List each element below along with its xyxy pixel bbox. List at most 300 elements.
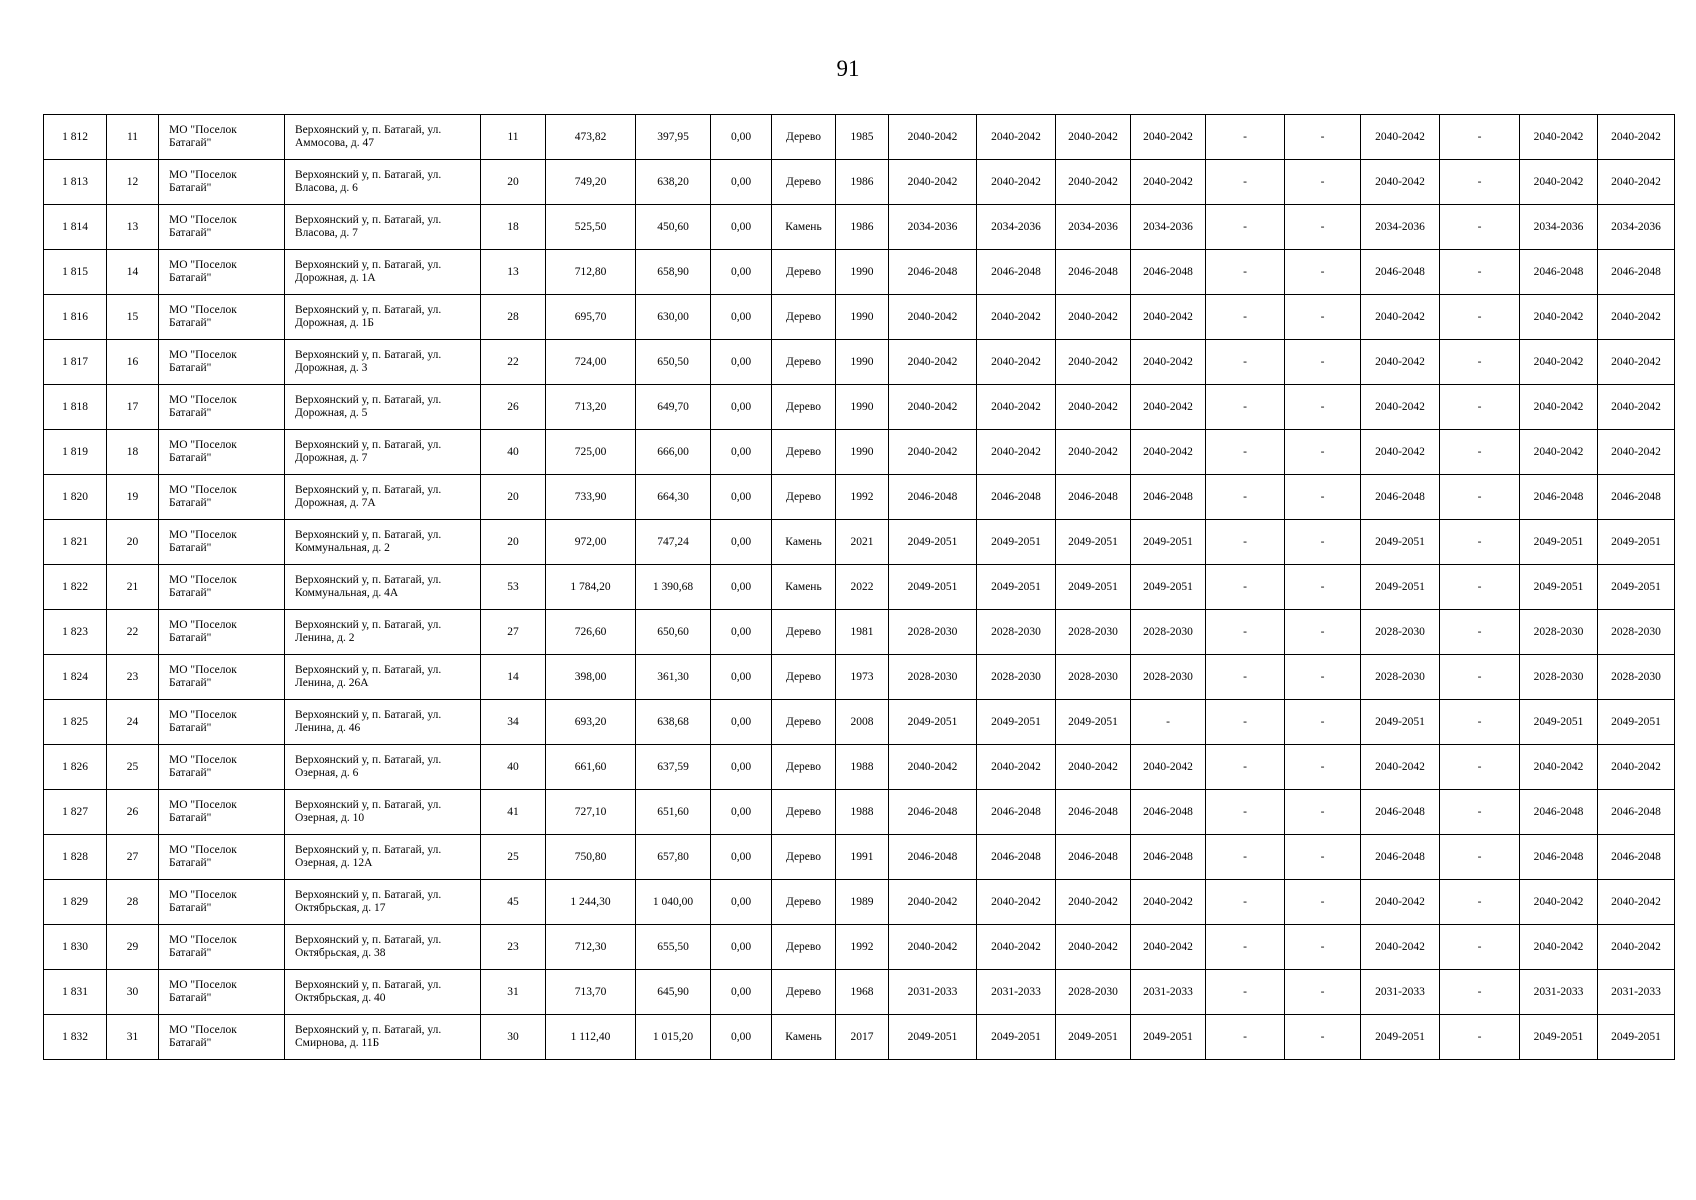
cell-address: Верхоянский у, п. Батагай, ул. Октябрьская, д. 17 [285,880,481,925]
cell-period-4: 2049-2051 [1131,1015,1206,1060]
cell-period-9: 2049-2051 [1520,700,1598,745]
cell-period-3: 2040-2042 [1056,385,1131,430]
cell-period-3: 2049-2051 [1056,565,1131,610]
table-row [44,295,1675,340]
cell-address: Верхоянский у, п. Батагай, ул. Октябрьская, д. 38 [285,925,481,970]
cell-period-6: - [1285,970,1361,1015]
cell-nonresidential-area: 0,00 [711,250,772,295]
cell-nonresidential-area: 0,00 [711,385,772,430]
cell-nonresidential-area: 0,00 [711,655,772,700]
cell-period-9: 2040-2042 [1520,745,1598,790]
cell-residents: 20 [481,520,546,565]
cell-total-area: 473,82 [546,115,636,160]
cell-period-8: - [1440,790,1520,835]
cell-address: Верхоянский у, п. Батагай, ул. Коммунальная, д. 2 [285,520,481,565]
cell-row-number: 1 812 [44,115,107,160]
cell-total-area: 724,00 [546,340,636,385]
cell-period-5: - [1206,835,1285,880]
cell-period-8: - [1440,115,1520,160]
cell-period-1: 2049-2051 [889,565,977,610]
cell-period-10: 2040-2042 [1598,925,1675,970]
cell-period-9: 2046-2048 [1520,790,1598,835]
cell-wall-material: Дерево [772,340,836,385]
cell-period-10: 2040-2042 [1598,745,1675,790]
cell-period-5: - [1206,610,1285,655]
cell-period-1: 2049-2051 [889,520,977,565]
cell-item-number: 17 [107,385,159,430]
table-row [44,115,1675,160]
cell-period-2: 2049-2051 [977,520,1056,565]
cell-row-number: 1 818 [44,385,107,430]
cell-period-7: 2049-2051 [1361,1015,1440,1060]
cell-period-4: 2046-2048 [1131,790,1206,835]
cell-period-6: - [1285,790,1361,835]
cell-wall-material: Дерево [772,835,836,880]
cell-period-3: 2049-2051 [1056,700,1131,745]
cell-total-area: 727,10 [546,790,636,835]
cell-period-7: 2046-2048 [1361,790,1440,835]
cell-period-8: - [1440,880,1520,925]
table-row [44,430,1675,475]
cell-period-6: - [1285,115,1361,160]
cell-period-4: 2028-2030 [1131,655,1206,700]
cell-living-area: 645,90 [636,970,711,1015]
cell-period-4: 2040-2042 [1131,340,1206,385]
cell-period-2: 2046-2048 [977,790,1056,835]
cell-period-10: 2040-2042 [1598,385,1675,430]
cell-period-6: - [1285,160,1361,205]
cell-municipality: МО "Поселок Батагай" [159,565,285,610]
cell-period-9: 2028-2030 [1520,655,1598,700]
cell-period-4: 2040-2042 [1131,115,1206,160]
cell-item-number: 18 [107,430,159,475]
cell-period-3: 2028-2030 [1056,655,1131,700]
cell-period-4: 2040-2042 [1131,160,1206,205]
cell-address: Верхоянский у, п. Батагай, ул. Озерная, д. 12А [285,835,481,880]
table-row [44,1015,1675,1060]
cell-period-9: 2034-2036 [1520,205,1598,250]
cell-address: Верхоянский у, п. Батагай, ул. Смирнова, д. 11Б [285,1015,481,1060]
cell-total-area: 525,50 [546,205,636,250]
cell-address: Верхоянский у, п. Батагай, ул. Ленина, д. 46 [285,700,481,745]
cell-period-6: - [1285,880,1361,925]
cell-period-6: - [1285,340,1361,385]
table-row [44,790,1675,835]
table-row [44,835,1675,880]
cell-municipality: МО "Поселок Батагай" [159,835,285,880]
cell-wall-material: Дерево [772,160,836,205]
cell-period-2: 2040-2042 [977,340,1056,385]
cell-period-6: - [1285,835,1361,880]
cell-period-5: - [1206,160,1285,205]
cell-row-number: 1 826 [44,745,107,790]
cell-period-3: 2046-2048 [1056,475,1131,520]
cell-wall-material: Дерево [772,610,836,655]
cell-residents: 18 [481,205,546,250]
cell-period-3: 2040-2042 [1056,340,1131,385]
cell-municipality: МО "Поселок Батагай" [159,340,285,385]
cell-municipality: МО "Поселок Батагай" [159,115,285,160]
cell-living-area: 658,90 [636,250,711,295]
cell-period-2: 2028-2030 [977,610,1056,655]
cell-period-3: 2040-2042 [1056,880,1131,925]
cell-period-2: 2040-2042 [977,115,1056,160]
cell-nonresidential-area: 0,00 [711,205,772,250]
cell-period-4: 2040-2042 [1131,745,1206,790]
cell-residents: 13 [481,250,546,295]
cell-period-3: 2040-2042 [1056,295,1131,340]
cell-period-10: 2031-2033 [1598,970,1675,1015]
cell-build-year: 2008 [836,700,889,745]
cell-period-6: - [1285,475,1361,520]
cell-wall-material: Дерево [772,295,836,340]
cell-build-year: 1986 [836,205,889,250]
table-row [44,745,1675,790]
cell-period-5: - [1206,655,1285,700]
cell-build-year: 1985 [836,115,889,160]
cell-build-year: 1988 [836,745,889,790]
cell-period-7: 2049-2051 [1361,565,1440,610]
cell-wall-material: Дерево [772,250,836,295]
cell-residents: 34 [481,700,546,745]
cell-nonresidential-area: 0,00 [711,1015,772,1060]
cell-period-9: 2040-2042 [1520,340,1598,385]
cell-row-number: 1 823 [44,610,107,655]
cell-period-10: 2028-2030 [1598,610,1675,655]
cell-municipality: МО "Поселок Батагай" [159,430,285,475]
cell-total-area: 661,60 [546,745,636,790]
cell-build-year: 1973 [836,655,889,700]
cell-total-area: 695,70 [546,295,636,340]
cell-build-year: 2021 [836,520,889,565]
cell-period-2: 2040-2042 [977,925,1056,970]
cell-period-4: 2028-2030 [1131,610,1206,655]
cell-item-number: 24 [107,700,159,745]
cell-build-year: 1990 [836,250,889,295]
cell-period-1: 2040-2042 [889,925,977,970]
cell-wall-material: Дерево [772,745,836,790]
cell-period-1: 2046-2048 [889,835,977,880]
table-row [44,475,1675,520]
cell-residents: 22 [481,340,546,385]
cell-period-10: 2046-2048 [1598,790,1675,835]
cell-item-number: 26 [107,790,159,835]
cell-period-8: - [1440,700,1520,745]
cell-period-7: 2046-2048 [1361,835,1440,880]
cell-period-5: - [1206,385,1285,430]
cell-period-6: - [1285,700,1361,745]
cell-period-3: 2046-2048 [1056,835,1131,880]
cell-period-10: 2040-2042 [1598,160,1675,205]
cell-period-9: 2040-2042 [1520,160,1598,205]
cell-living-area: 397,95 [636,115,711,160]
cell-municipality: МО "Поселок Батагай" [159,520,285,565]
cell-municipality: МО "Поселок Батагай" [159,205,285,250]
cell-period-4: 2046-2048 [1131,835,1206,880]
cell-total-area: 972,00 [546,520,636,565]
cell-row-number: 1 822 [44,565,107,610]
cell-period-4: 2034-2036 [1131,205,1206,250]
cell-wall-material: Дерево [772,115,836,160]
cell-build-year: 1990 [836,295,889,340]
cell-living-area: 630,00 [636,295,711,340]
cell-wall-material: Дерево [772,475,836,520]
cell-living-area: 650,50 [636,340,711,385]
cell-living-area: 638,68 [636,700,711,745]
cell-municipality: МО "Поселок Батагай" [159,970,285,1015]
cell-wall-material: Камень [772,205,836,250]
cell-item-number: 14 [107,250,159,295]
cell-period-3: 2034-2036 [1056,205,1131,250]
cell-living-area: 651,60 [636,790,711,835]
cell-period-9: 2040-2042 [1520,295,1598,340]
cell-period-1: 2049-2051 [889,1015,977,1060]
cell-total-area: 713,20 [546,385,636,430]
cell-item-number: 30 [107,970,159,1015]
cell-period-3: 2049-2051 [1056,1015,1131,1060]
cell-build-year: 1990 [836,430,889,475]
cell-total-area: 1 112,40 [546,1015,636,1060]
cell-period-7: 2040-2042 [1361,925,1440,970]
cell-period-9: 2028-2030 [1520,610,1598,655]
cell-nonresidential-area: 0,00 [711,880,772,925]
cell-row-number: 1 832 [44,1015,107,1060]
cell-period-10: 2046-2048 [1598,250,1675,295]
cell-period-2: 2040-2042 [977,880,1056,925]
cell-period-5: - [1206,115,1285,160]
cell-period-6: - [1285,610,1361,655]
cell-period-1: 2049-2051 [889,700,977,745]
cell-period-8: - [1440,385,1520,430]
cell-living-area: 747,24 [636,520,711,565]
cell-row-number: 1 828 [44,835,107,880]
table-row [44,610,1675,655]
cell-wall-material: Камень [772,520,836,565]
cell-period-3: 2040-2042 [1056,925,1131,970]
cell-period-3: 2040-2042 [1056,160,1131,205]
cell-nonresidential-area: 0,00 [711,970,772,1015]
cell-residents: 41 [481,790,546,835]
cell-period-2: 2031-2033 [977,970,1056,1015]
cell-row-number: 1 813 [44,160,107,205]
cell-wall-material: Дерево [772,790,836,835]
cell-total-area: 712,80 [546,250,636,295]
cell-period-6: - [1285,925,1361,970]
cell-nonresidential-area: 0,00 [711,520,772,565]
cell-residents: 40 [481,430,546,475]
cell-residents: 11 [481,115,546,160]
cell-address: Верхоянский у, п. Батагай, ул. Дорожная, д. 1А [285,250,481,295]
cell-living-area: 1 390,68 [636,565,711,610]
cell-period-4: 2046-2048 [1131,475,1206,520]
cell-item-number: 20 [107,520,159,565]
cell-period-5: - [1206,430,1285,475]
cell-period-10: 2040-2042 [1598,880,1675,925]
cell-period-1: 2034-2036 [889,205,977,250]
table-row [44,520,1675,565]
cell-municipality: МО "Поселок Батагай" [159,160,285,205]
cell-period-10: 2049-2051 [1598,700,1675,745]
cell-row-number: 1 824 [44,655,107,700]
cell-total-area: 712,30 [546,925,636,970]
cell-period-5: - [1206,1015,1285,1060]
cell-municipality: МО "Поселок Батагай" [159,250,285,295]
cell-period-10: 2040-2042 [1598,295,1675,340]
cell-wall-material: Дерево [772,925,836,970]
cell-item-number: 13 [107,205,159,250]
cell-period-2: 2046-2048 [977,475,1056,520]
cell-build-year: 1992 [836,475,889,520]
cell-address: Верхоянский у, п. Батагай, ул. Дорожная, д. 7А [285,475,481,520]
cell-residents: 25 [481,835,546,880]
cell-period-6: - [1285,250,1361,295]
cell-period-9: 2049-2051 [1520,520,1598,565]
cell-living-area: 649,70 [636,385,711,430]
cell-period-4: - [1131,700,1206,745]
table-row [44,880,1675,925]
cell-build-year: 1990 [836,385,889,430]
cell-period-5: - [1206,565,1285,610]
cell-nonresidential-area: 0,00 [711,835,772,880]
cell-item-number: 29 [107,925,159,970]
cell-period-3: 2040-2042 [1056,430,1131,475]
cell-living-area: 650,60 [636,610,711,655]
cell-total-area: 398,00 [546,655,636,700]
cell-period-6: - [1285,385,1361,430]
cell-nonresidential-area: 0,00 [711,790,772,835]
cell-address: Верхоянский у, п. Батагай, ул. Власова, д. 6 [285,160,481,205]
cell-row-number: 1 815 [44,250,107,295]
cell-period-5: - [1206,205,1285,250]
cell-period-1: 2040-2042 [889,115,977,160]
cell-address: Верхоянский у, п. Батагай, ул. Озерная, д. 10 [285,790,481,835]
cell-period-2: 2040-2042 [977,160,1056,205]
cell-period-8: - [1440,970,1520,1015]
cell-period-1: 2046-2048 [889,790,977,835]
cell-living-area: 637,59 [636,745,711,790]
cell-residents: 20 [481,160,546,205]
cell-address: Верхоянский у, п. Батагай, ул. Дорожная, д. 3 [285,340,481,385]
cell-period-1: 2040-2042 [889,160,977,205]
cell-total-area: 725,00 [546,430,636,475]
cell-period-5: - [1206,340,1285,385]
cell-address: Верхоянский у, п. Батагай, ул. Дорожная, д. 7 [285,430,481,475]
cell-build-year: 1981 [836,610,889,655]
cell-period-2: 2049-2051 [977,1015,1056,1060]
cell-period-9: 2046-2048 [1520,835,1598,880]
cell-living-area: 1 015,20 [636,1015,711,1060]
table-row [44,160,1675,205]
cell-item-number: 16 [107,340,159,385]
cell-municipality: МО "Поселок Батагай" [159,1015,285,1060]
cell-wall-material: Дерево [772,430,836,475]
cell-row-number: 1 829 [44,880,107,925]
cell-total-area: 750,80 [546,835,636,880]
cell-living-area: 666,00 [636,430,711,475]
cell-nonresidential-area: 0,00 [711,745,772,790]
cell-period-8: - [1440,250,1520,295]
cell-period-6: - [1285,205,1361,250]
cell-period-4: 2040-2042 [1131,295,1206,340]
cell-period-7: 2031-2033 [1361,970,1440,1015]
cell-period-9: 2046-2048 [1520,475,1598,520]
cell-period-9: 2040-2042 [1520,430,1598,475]
cell-wall-material: Камень [772,1015,836,1060]
cell-period-1: 2046-2048 [889,250,977,295]
cell-period-7: 2040-2042 [1361,340,1440,385]
cell-residents: 31 [481,970,546,1015]
cell-total-area: 1 244,30 [546,880,636,925]
cell-period-10: 2049-2051 [1598,520,1675,565]
cell-period-10: 2049-2051 [1598,565,1675,610]
cell-period-10: 2046-2048 [1598,475,1675,520]
cell-wall-material: Дерево [772,970,836,1015]
cell-period-1: 2040-2042 [889,880,977,925]
cell-nonresidential-area: 0,00 [711,160,772,205]
cell-living-area: 664,30 [636,475,711,520]
cell-nonresidential-area: 0,00 [711,610,772,655]
table-row [44,250,1675,295]
cell-period-4: 2049-2051 [1131,520,1206,565]
cell-row-number: 1 830 [44,925,107,970]
cell-build-year: 1992 [836,925,889,970]
cell-item-number: 25 [107,745,159,790]
table-body [44,115,1675,1060]
cell-period-8: - [1440,475,1520,520]
cell-nonresidential-area: 0,00 [711,925,772,970]
cell-period-1: 2040-2042 [889,385,977,430]
cell-period-8: - [1440,925,1520,970]
cell-item-number: 15 [107,295,159,340]
cell-period-8: - [1440,160,1520,205]
cell-period-9: 2040-2042 [1520,925,1598,970]
cell-residents: 28 [481,295,546,340]
cell-municipality: МО "Поселок Батагай" [159,925,285,970]
cell-living-area: 1 040,00 [636,880,711,925]
cell-total-area: 693,20 [546,700,636,745]
cell-address: Верхоянский у, п. Батагай, ул. Октябрьская, д. 40 [285,970,481,1015]
cell-period-10: 2049-2051 [1598,1015,1675,1060]
cell-period-2: 2034-2036 [977,205,1056,250]
cell-address: Верхоянский у, п. Батагай, ул. Власова, д. 7 [285,205,481,250]
cell-build-year: 1991 [836,835,889,880]
cell-period-5: - [1206,250,1285,295]
cell-period-2: 2040-2042 [977,745,1056,790]
cell-build-year: 1968 [836,970,889,1015]
cell-item-number: 31 [107,1015,159,1060]
cell-period-6: - [1285,520,1361,565]
cell-item-number: 21 [107,565,159,610]
cell-period-8: - [1440,430,1520,475]
cell-residents: 23 [481,925,546,970]
cell-living-area: 657,80 [636,835,711,880]
cell-period-7: 2040-2042 [1361,745,1440,790]
cell-period-7: 2028-2030 [1361,610,1440,655]
cell-period-5: - [1206,880,1285,925]
cell-row-number: 1 825 [44,700,107,745]
cell-period-7: 2049-2051 [1361,700,1440,745]
cell-period-8: - [1440,610,1520,655]
cell-period-7: 2049-2051 [1361,520,1440,565]
cell-period-5: - [1206,520,1285,565]
housing-register-table [43,114,1675,1060]
cell-period-6: - [1285,1015,1361,1060]
table-row [44,340,1675,385]
cell-period-8: - [1440,655,1520,700]
cell-period-3: 2028-2030 [1056,610,1131,655]
cell-period-7: 2040-2042 [1361,160,1440,205]
cell-period-2: 2040-2042 [977,385,1056,430]
